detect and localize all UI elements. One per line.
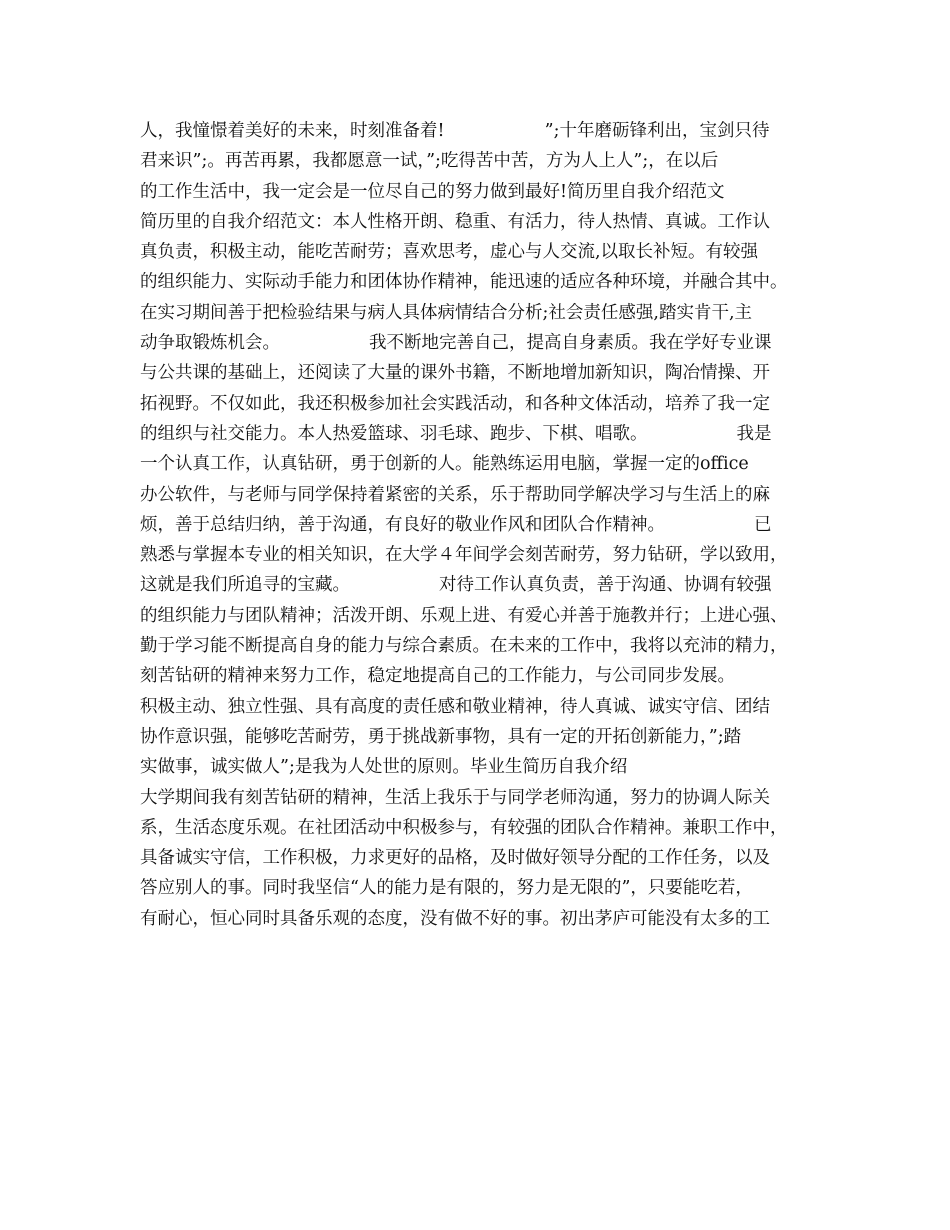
- text-line: 真负责，积极主动，能吃苦耐劳；喜欢思考，虚心与人交流,以取长补短。有较强: [140, 242, 759, 263]
- text-line: 勤于学习能不断提高自身的能力与综合素质。在未来的工作中，我将以充沛的精力，: [140, 636, 788, 657]
- text-line: 在实习期间善于把检验结果与病人具体病情结合分析;社会责任感强,踏实肯干,主: [140, 302, 753, 323]
- text-line: 君来识”;。再苦再累，我都愿意一试，”;吃得苦中苦，方为人上人”;，在以后: [140, 151, 719, 172]
- text-line: 积极主动、独立性强、具有高度的责任感和敬业精神，待人真诚、诚实守信、团结: [140, 696, 770, 717]
- text-line: 的组织能力、实际动手能力和团体协作精神，能迅速的适应各种环境，并融合其中。: [140, 272, 788, 293]
- text-line: 动争取锻炼机会。 我不断地完善自己，提高自身素质。我在学好专业课: [140, 333, 772, 354]
- text-line: 的组织与社交能力。本人热爱篮球、羽毛球、跑步、下棋、唱歌。 我是: [140, 423, 772, 444]
- text-line: 一个认真工作，认真钻研，勇于创新的人。能熟练运用电脑，掌握一定的office: [140, 454, 749, 475]
- text-line: 答应别人的事。同时我坚信“人的能力是有限的，努力是无限的”，只要能吃若，: [140, 878, 753, 899]
- text-line: 这就是我们所追寻的宝藏。 对待工作认真负责，善于沟通、协调有较强: [140, 575, 772, 596]
- text-line: 人，我憧憬着美好的未来，时刻准备着! ”;十年磨砺锋利出，宝剑只待: [140, 121, 770, 141]
- text-line: 熟悉与掌握本专业的相关知识，在大学４年间学会刻苦耐劳，努力钻研，学以致用，: [140, 545, 788, 566]
- text-line: 简历里的自我介绍范文：本人性格开朗、稳重、有活力，待人热情、真诚。工作认: [140, 211, 770, 232]
- text-line: 拓视野。不仅如此，我还积极参加社会实践活动，和各种文体活动，培养了我一定: [140, 393, 770, 414]
- text-line: 办公软件，与老师与同学保持着紧密的关系，乐于帮助同学解决学习与生活上的麻: [140, 484, 770, 505]
- text-line: 有耐心，恒心同时具备乐观的态度，没有做不好的事。初出茅庐可能没有太多的工: [140, 908, 770, 929]
- text-line: 与公共课的基础上，还阅读了大量的课外书籍，不断地增加新知识，陶冶情操、开: [140, 363, 770, 384]
- body-text: [140, 116, 840, 934]
- text-line: 的工作生活中，我一定会是一位尽自己的努力做到最好!简历里自我介绍范文: [140, 181, 725, 202]
- text-line: 大学期间我有刻苦钻研的精神，生活上我乐于与同学老师沟通，努力的协调人际关: [140, 787, 770, 808]
- text-line: 刻苦钻研的精神来努力工作，稳定地提高自己的工作能力，与公司同步发展。: [140, 666, 735, 687]
- text-line: 系，生活态度乐观。在社团活动中积极参与，有较强的团队合作精神。兼职工作中，: [140, 817, 788, 838]
- text-line: 的组织能力与团队精神；活泼开朗、乐观上进、有爱心并善于施教并行；上进心强、: [140, 605, 788, 626]
- text-line: 烦，善于总结归纳，善于沟通，有良好的敬业作风和团队合作精神。 已: [140, 514, 772, 535]
- text-line: 具备诚实守信，工作积极，力求更好的品格，及时做好领导分配的工作任务，以及: [140, 848, 770, 869]
- text-line: 实做事，诚实做人”;是我为人处世的原则。毕业生简历自我介绍: [140, 757, 628, 778]
- text-line: 协作意识强，能够吃苦耐劳，勇于挑战新事物，具有一定的开拓创新能力，”;踏: [140, 726, 742, 747]
